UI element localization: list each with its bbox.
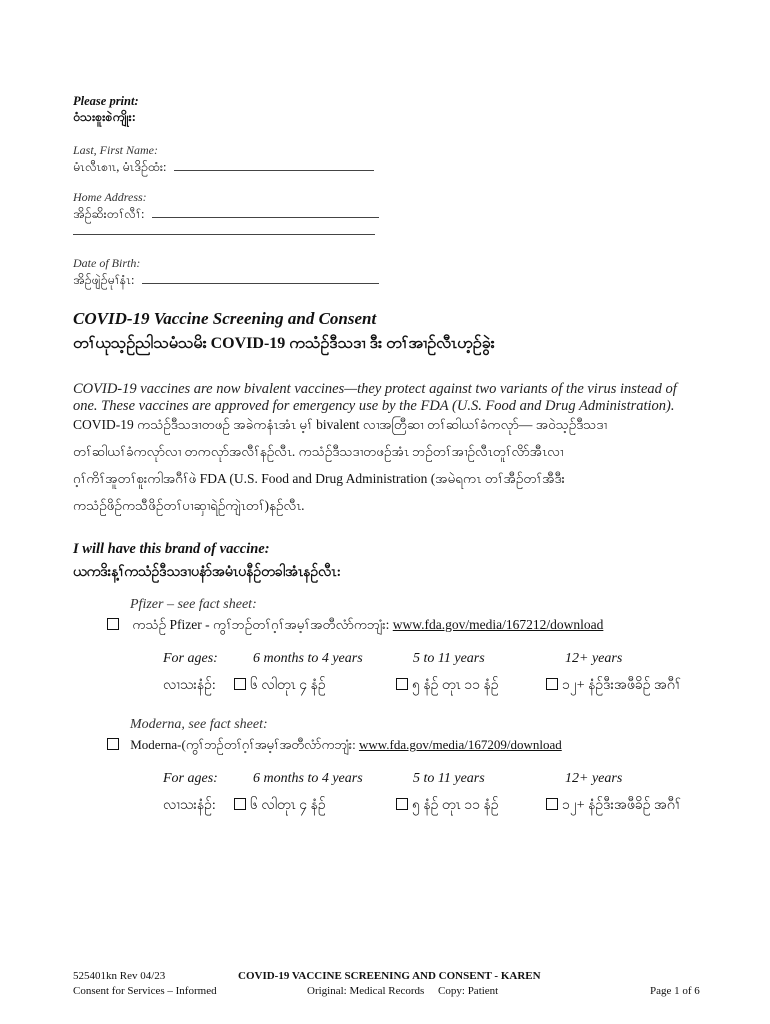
intro-text-line-1: COVID-19 vaccines are now bivalent vaccines—they protect against two variants of the virus instead of [73,381,677,397]
moderna-age-option-3-label: 12+ years [565,771,623,786]
pfizer-age-option-3 [546,675,681,696]
intro-text-line-2: one. These vaccines are approved for emergency use by the FDA (U.S. Food and Drug Administration). [73,398,675,414]
moderna-label: Moderna, see fact sheet: [130,717,268,732]
dob-field-row [73,271,379,291]
pfizer-age-option-2 [396,675,499,696]
pfizer-option-row [107,616,603,636]
address-label-karen: အိဉ်ဆိးတၢ်လီၢ်: [73,207,145,221]
address-input-line-2[interactable] [73,234,375,235]
name-label: Last, First Name: [73,143,159,157]
moderna-age-option-1 [234,795,326,816]
moderna-age-option-2-label: 5 to 11 years [413,771,485,786]
please-print-label: Please print: [73,94,139,108]
form-id: 525401kn Rev 04/23 [73,970,166,982]
address-field-row [73,205,379,225]
dob-label: Date of Birth: [73,256,141,270]
moderna-age-2-checkbox[interactable] [396,798,408,810]
moderna-age-1-checkbox[interactable] [234,798,246,810]
intro-text-karen-line-3: ဂ့ၢ်ကိၢ်အူတၢ်စူးကါအဂီၢ်ဖဲ FDA (U.S. Food and Drug Administration (အမဲရကၤ တၢ်အီဉ်တၢ်အီဒီး [73,471,565,486]
intro-text-karen-line-2: တၢ်ဆါယၢ်ခံကလုာ်လၢ တကလုာ်အလီၢ်နဉ်လီၤ. ကသံဉ်ဒီသဒၢတဖဉ်အံၤ ဘဉ်တၢ်အၢဉ်လီၤတူၢ်လိာ်အီၤလၢ [73,444,564,459]
brand-heading-karen: ယကဒိးန့ၢ်ကသံဉ်ဒီသဒၢပနံာ်အမံၤပနီဉ်တခါအံၤနဉ်လီၤ: [73,565,342,580]
address-input-line[interactable] [152,205,379,218]
moderna-age-3-checkbox[interactable] [546,798,558,810]
moderna-option-row [107,737,562,756]
name-field-row [73,158,374,178]
footer-title: COVID-19 VACCINE SCREENING AND CONSENT - KAREN [238,970,541,982]
pfizer-age-option-3-karen: ၁၂+ နံဉ်ဒီးအဖီခိဉ် အဂီၢ် [562,678,681,693]
pfizer-age-2-checkbox[interactable] [396,678,408,690]
moderna-label-karen: Moderna-(ကွၢ်ဘဉ်တၢ်ဂ့ၢ်အမ့ၢ်အတီလံာ်ကဘျံး: [130,737,356,752]
pfizer-label-karen: ကသံဉ် Pfizer - ကွၢ်ဘဉ်တၢ်ဂ့ၢ်အမ့ၢ်အတီလံာ်ကဘျံး: [132,617,390,632]
pfizer-age-option-1 [234,675,326,696]
moderna-ages-label: For ages: [163,771,218,786]
pfizer-age-1-checkbox[interactable] [234,678,246,690]
pfizer-age-3-checkbox[interactable] [546,678,558,690]
moderna-age-option-1-karen: ၆ လါတုၤ ၄ နံဉ် [250,798,326,813]
pfizer-age-option-1-label: 6 months to 4 years [253,651,363,666]
pfizer-age-option-1-karen: ၆ လါတုၤ ၄ နံဉ် [250,678,326,693]
page-number: Page 1 of 6 [650,985,700,997]
pfizer-label: Pfizer – see fact sheet: [130,597,257,612]
brand-heading: I will have this brand of vaccine: [73,541,270,557]
pfizer-fact-sheet-link[interactable]: www.fda.gov/media/167212/download [392,617,604,632]
page-title-karen: တၢ်ယုသ့ဉ်ညါသမံသမိး COVID-19 ကသံဉ်ဒီသဒၢ ဒီး တၢ်အၢဉ်လီၤဟ့ဉ်ခွဲး [73,335,495,352]
pfizer-ages-label-karen: လၢသးနံဉ်: [163,678,216,693]
address-label: Home Address: [73,190,147,204]
dob-input-line[interactable] [142,271,379,284]
please-print-label-karen: ဝံသးစူးစဲကျိုး: [73,110,136,124]
pfizer-age-option-2-label: 5 to 11 years [413,651,485,666]
pfizer-checkbox[interactable] [107,618,119,630]
page-title: COVID-19 Vaccine Screening and Consent [73,309,377,328]
name-label-karen: မံၤလီၤစၢၤ, မံၤဒိဉ်ထံး: [73,160,167,174]
moderna-age-option-1-label: 6 months to 4 years [253,771,363,786]
pfizer-age-option-2-karen: ၅ နံဉ် တုၤ ၁၁ နံဉ် [412,678,499,693]
footer-routing: Original: Medical Records Copy: Patient [307,985,499,997]
dob-label-karen: အိဉ်ဖျဲဉ်မုၢ်နံၤ: [73,273,135,287]
moderna-age-option-2 [396,795,499,816]
form-consent-type: Consent for Services – Informed [73,985,217,997]
moderna-age-option-3-karen: ၁၂+ နံဉ်ဒီးအဖီခိဉ် အဂီၢ် [562,798,681,813]
pfizer-age-option-3-label: 12+ years [565,651,623,666]
moderna-age-option-2-karen: ၅ နံဉ် တုၤ ၁၁ နံဉ် [412,798,499,813]
pfizer-ages-label: For ages: [163,651,218,666]
name-input-line[interactable] [174,158,374,171]
intro-text-karen-line-1: COVID-19 ကသံဉ်ဒီသဒၢတဖဉ် အခဲကနံၤအံၤ မ့ၢ် bivalent လၢအတြီဆၢ တၢ်ဆါယၢ်ခံကလုာ်— အဝဲသ့ဉ်ဒီသဒၢ [73,417,607,432]
moderna-checkbox[interactable] [107,738,119,750]
moderna-fact-sheet-link[interactable]: www.fda.gov/media/167209/download [358,737,562,752]
intro-text-karen-line-4: ကသံဉ်ဖိဉ်ကသီဖိဉ်တၢ်ပၢဆှၢရဲဉ်ကျဲၤတၢ်)နဉ်လီၤ. [73,498,305,513]
moderna-ages-label-karen: လၢသးနံဉ်: [163,798,216,813]
moderna-age-option-3 [546,795,681,816]
